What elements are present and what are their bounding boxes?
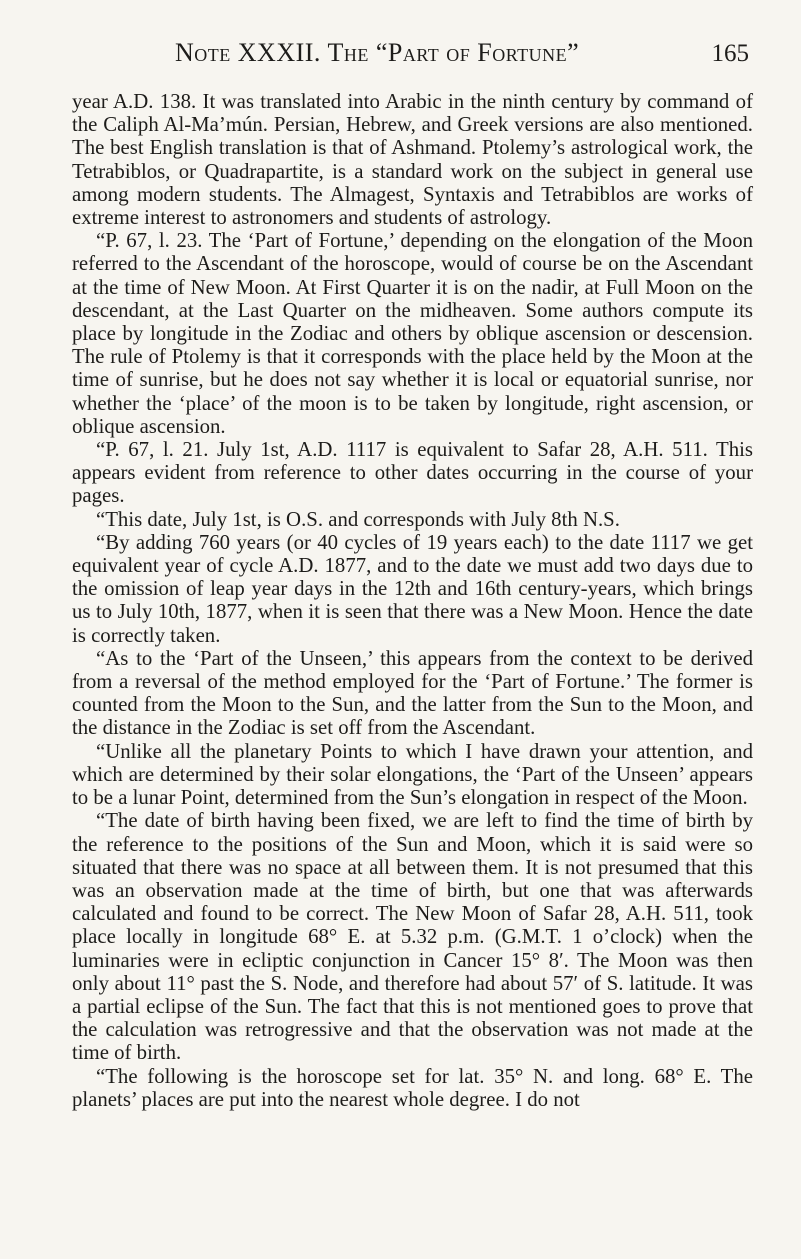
paragraph-7: “Unlike all the planetary Points to which I have drawn your attention, and which are determined by their solar elongations, the ‘Part of the Unseen’ appears to be a lunar Point, determined from the Sun’s elongation in respect of the Moon. <box>72 739 753 810</box>
paragraph-2: “P. 67, l. 23. The ‘Part of Fortune,’ depending on the elongation of the Moon referred to the Ascendant of the horoscope, would of course be on the Ascendant at the time of New Moon. At First Quarter it is on the nadir, at Full Moon on the descendant, at the Last Quarter on the midheaven. Some authors compute its place by longitude in the Zodiac and others by oblique ascension or descension. The rule of Ptolemy is that it corresponds with the place held by the Moon at the time of sunrise, but he does not say whether it is local or equatorial sunrise, nor whether the ‘place’ of the moon is to be taken by longitude, right ascension, or oblique ascension. <box>72 229 753 438</box>
paragraph-6: “As to the ‘Part of the Unseen,’ this appears from the context to be derived from a reversal of the method employed for the ‘Part of Fortune.’ The former is counted from the Moon to the Sun, and the latter from the Sun to the Moon, and the distance in the Zodiac is set off from the Ascendant. <box>72 646 753 740</box>
page-header <box>72 38 753 78</box>
paragraph-8: “The date of birth having been fixed, we are left to find the time of birth by the reference to the positions of the Sun and Moon, which it is said were so situated that there was no space at all between them. It is not presumed that this was an observation made at the time of birth, but one that was afterwards calculated and found to be correct. The New Moon of Safar 28, A.H. 511, took place locally in longitude 68° E. at 5.32 p.m. (G.M.T. 1 o’clock) when the luminaries were in ecliptic conjunction in Cancer 15° 8′. The Moon was then only about 11° past the S. Node, and therefore had about 57′ of S. latitude. It was a partial eclipse of the Sun. The fact that this is not mentioned goes to prove that the calculation was retrogressive and that the observation was not made at the time of birth. <box>72 809 753 1065</box>
paragraph-9: “The following is the horoscope set for lat. 35° N. and long. 68° E. The planets’ places are put into the nearest whole degree. I do not <box>72 1064 753 1111</box>
paragraph-1: year A.D. 138. It was translated into Arabic in the ninth century by command of the Caliph Al-Ma’mún. Persian, Hebrew, and Greek versions are also mentioned. The best English translation is that of Ashmand. Ptolemy’s astrological work, the Tetrabiblos, or Quadrapartite, is a standard work on the subject in general use among modern students. The Almagest, Syntaxis and Tetrabiblos are works of extreme interest to astronomers and students of astrology. <box>72 90 753 230</box>
paragraph-4: “This date, July 1st, is O.S. and corresponds with July 8th N.S. <box>96 507 620 531</box>
paragraph-3: “P. 67, l. 21. July 1st, A.D. 1117 is equivalent to Safar 28, A.H. 511. This appears evident from reference to other dates occurring in the course of your pages. <box>72 438 753 508</box>
body-text <box>72 90 753 1111</box>
page-number: 165 <box>711 40 749 67</box>
paragraph-5: “By adding 760 years (or 40 cycles of 19 years each) to the date 1117 we get equivalent year of cycle A.D. 1877, and to the date we must add two days due to the omission of leap year days in the 12th and 16th century-years, which brings us to July 10th, 1877, when it is seen that there was a New Moon. Hence the date is correctly taken. <box>72 530 753 647</box>
running-head: Note XXXII. The “Part of Fortune” <box>175 38 580 67</box>
